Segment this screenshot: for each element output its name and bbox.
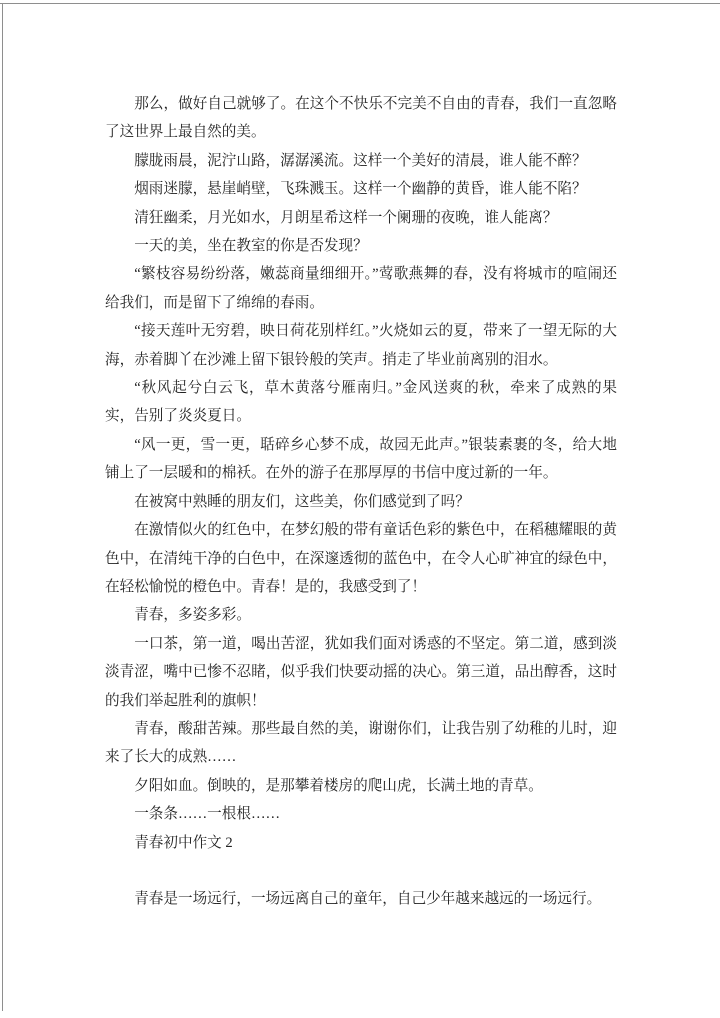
document-body [105,90,617,914]
paragraph: 夕阳如血。倒映的，是那攀着楼房的爬山虎，长满土地的青草。 [134,777,543,794]
paragraph: 青春，酸甜苦辣。那些最自然的美，谢谢你们，让我告别了幼稚的儿时，迎来了长大的成熟…… [105,720,617,766]
paragraph: 烟雨迷朦，悬崖峭壁，飞珠溅玉。这样一个幽静的黄昏，谁人能不陷？ [134,181,587,198]
section-heading: 青春初中作文 2 [134,834,233,851]
paragraph: 一条条……一根根…… [134,806,281,823]
paragraph: 一口茶，第一道，喝出苦涩，犹如我们面对诱惑的不坚定。第二道，感到淡淡青涩，嘴中已惨不忍睹，似乎我们快要动摇的决心。第三道，品出醇香，这时的我们举起胜利的旗帜！ [105,635,617,709]
paragraph: 朦胧雨晨，泥泞山路，潺潺溪流。这样一个美好的清晨，谁人能不醉？ [134,152,587,169]
paragraph: “繁枝容易纷纷落，嫩蕊商量细细开。”莺歌燕舞的春，没有将城市的喧闹还给我们，而是留下了绵绵的春雨。 [105,266,617,311]
paragraph: “接天莲叶无穷碧，映日荷花别样红。”火烧如云的夏，带来了一望无际的大海，赤着脚丫在沙滩上留下银铃般的笑声。捎走了毕业前离别的泪水。 [105,323,617,368]
paragraph: 在被窝中熟睡的朋友们，这些美，你们感觉到了吗？ [134,493,470,510]
paragraph: 一天的美，坐在教室的你是否发现？ [134,238,368,255]
page-border-top [0,3,720,4]
spacer [105,857,617,885]
paragraph: 那么，做好自己就够了。在这个不快乐不完美不自由的青春，我们一直忽略了这世界上最自然的美。 [105,96,617,141]
page-border-left [2,3,3,1011]
paragraph: 青春是一场远行，一场远离自己的童年，自己少年越来越远的一场远行。 [134,891,602,908]
paragraph: 青春，多姿多彩。 [134,607,251,624]
paragraph: 在激情似火的红色中，在梦幻般的带有童话色彩的紫色中，在稻穗耀眼的黄色中，在清纯干净的白色中，在深邃透彻的蓝色中，在令人心旷神宜的绿色中，在轻松愉悦的橙色中。青春！是的，我感受到了！ [105,522,617,595]
paragraph: “秋风起兮白云飞，草木黄落兮雁南归。”金风送爽的秋，牵来了成熟的果实，告别了炎炎夏日。 [105,380,617,425]
paragraph: 清狂幽柔，月光如水，月朗星希这样一个阑珊的夜晚，谁人能离？ [134,209,558,226]
paragraph: “风一更，雪一更，聒碎乡心梦不成，故园无此声。”银装素裹的冬，给大地铺上了一层暖和的棉袄。在外的游子在那厚厚的书信中度过新的一年。 [105,436,617,482]
